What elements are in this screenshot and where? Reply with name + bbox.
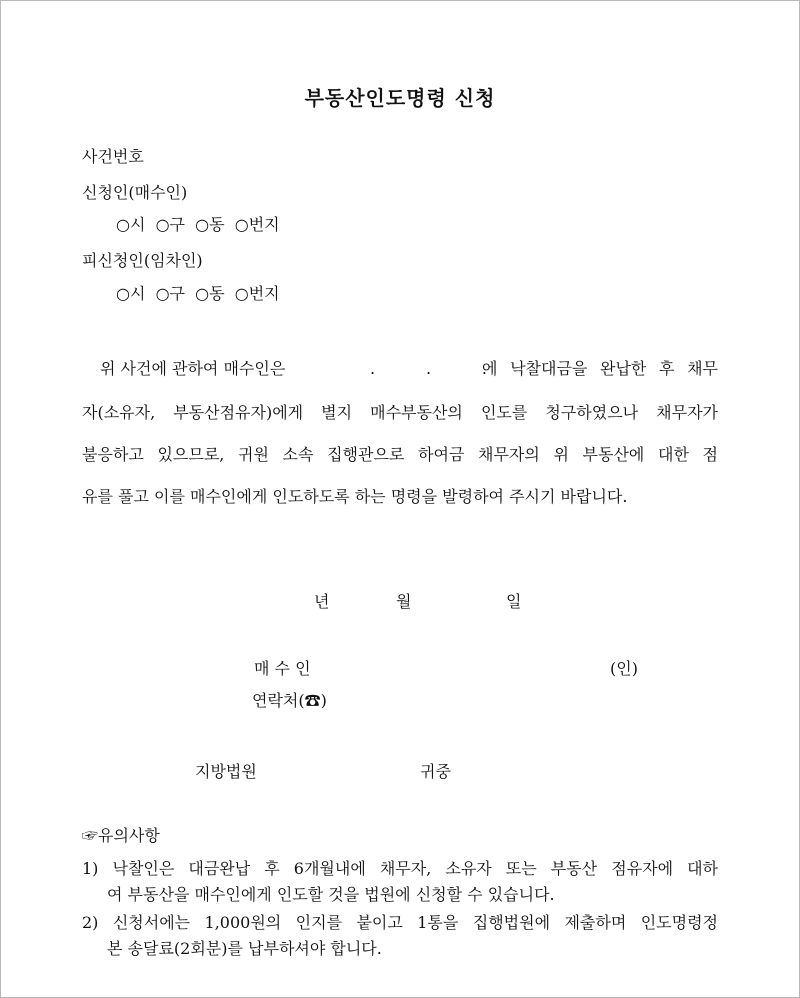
case-number-label: 사건번호 — [82, 147, 144, 166]
body-line-2-text: 자(소유자, 부동산점유자)에게 별지 매수부동산의 인도를 청구하였으나 채무자가 — [82, 403, 718, 422]
notes-item-2-line-2: 본 송달료(2회분)를 납부하셔야 합니다. — [107, 939, 382, 958]
date-month: 월 — [396, 592, 412, 611]
applicant-address: ○시 ○구 ○동 ○번지 — [116, 215, 280, 234]
notes-item-1-line-1-text: 1) 낙찰인은 대금완납 후 6개월내에 채무자, 소유자 또는 부동산 점유자에 대하 — [82, 859, 718, 878]
body-line-1b-text: 에 낙찰대금을 완납한 후 채무 — [482, 359, 718, 378]
body-line-2 — [82, 403, 718, 423]
body-line-3-text: 불응하고 있으므로, 귀원 소속 집행관으로 하여금 채무자의 위 부동산에 대한 점 — [82, 445, 718, 464]
respondent-address: ○시 ○구 ○동 ○번지 — [116, 284, 280, 303]
body-line-3 — [82, 445, 718, 465]
date-day: 일 — [506, 592, 522, 611]
buyer-label: 매 수 인 — [254, 659, 311, 678]
document-title: 부동산인도명령 신청 — [304, 86, 496, 110]
respondent-label: 피신청인(임차인) — [82, 251, 203, 270]
notes-item-1-line-1 — [82, 859, 718, 879]
body-line-1-date-dots: . . . — [370, 359, 487, 378]
court-label: 지방법원 — [195, 762, 257, 781]
seal-mark: (인) — [610, 659, 638, 678]
body-line-1b — [482, 359, 718, 379]
notes-heading: ☞유의사항 — [82, 826, 160, 845]
contact-label: 연락처(☎) — [252, 691, 327, 710]
applicant-label: 신청인(매수인) — [82, 183, 188, 202]
notes-item-2-line-1 — [82, 913, 718, 933]
body-line-1a: 위 사건에 관하여 매수인은 — [100, 359, 286, 378]
court-suffix: 귀중 — [420, 762, 451, 781]
notes-item-2-line-1-text: 2) 신청서에는 1,000원의 인지를 붙이고 1통을 집행법원에 제출하며 인도명령정 — [82, 913, 718, 932]
notes-item-1-line-2: 여 부동산을 매수인에게 인도할 것을 법원에 신청할 수 있습니다. — [107, 885, 555, 904]
body-line-4: 유를 풀고 이를 매수인에게 인도하도록 하는 명령을 발령하여 주시기 바랍니다. — [82, 487, 628, 506]
date-year: 년 — [314, 592, 330, 611]
